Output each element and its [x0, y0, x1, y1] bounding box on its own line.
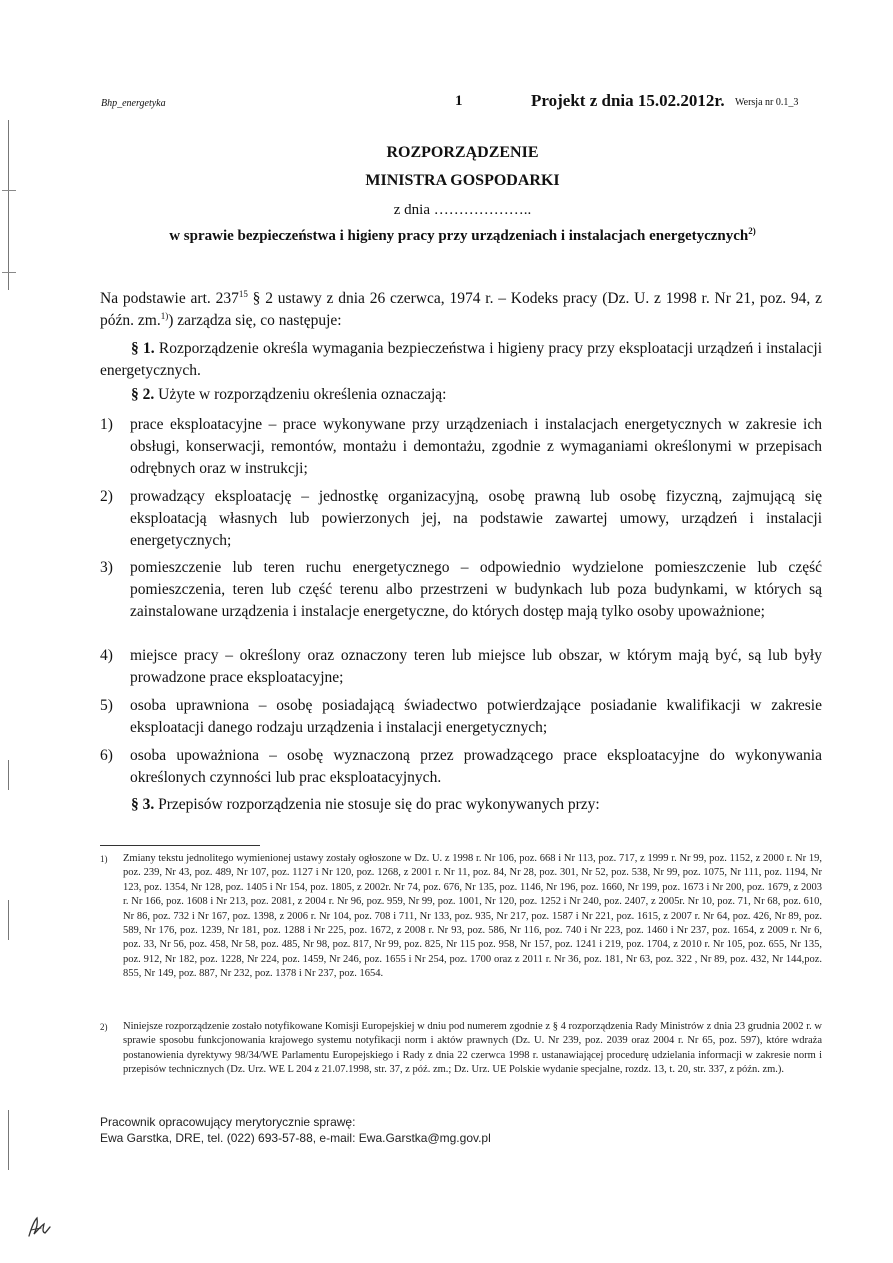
- paragraph-text: Przepisów rozporządzenia nie stosuje się do prac wykonywanych przy:: [154, 796, 600, 813]
- paragraph-2: [131, 384, 821, 406]
- preamble-part: Na podstawie art. 237: [100, 290, 239, 307]
- date-line: z dnia ………………..: [393, 202, 532, 218]
- paragraph-label: § 1.: [131, 340, 155, 357]
- definition-number: 1): [100, 416, 113, 433]
- contact-label: Pracownik opracowujący merytorycznie sprawę:: [100, 1115, 356, 1129]
- footnote-number: 2): [100, 1022, 108, 1032]
- scan-margin-line: [8, 120, 9, 290]
- file-tag: Bhp_energetyka: [101, 98, 166, 109]
- definition-text: pomieszczenie lub teren ruchu energetycznego – odpowiednio wydzielone pomieszczenie lub część pomieszczenia, teren lub część terenu albo przestrzeni w budynkach lub poza budynkami, w których są zainstalowane urządzenia i instalacje energetyczne, do których dostęp mają tylko osoby upoważnione;: [130, 559, 822, 620]
- preamble: [100, 288, 822, 332]
- footnote-divider: [100, 845, 260, 846]
- scan-tick: [2, 190, 16, 191]
- paragraph-label: § 2.: [131, 386, 155, 403]
- act-type-title: ROZPORZĄDZENIE: [386, 144, 539, 161]
- project-date: Projekt z dnia 15.02.2012r.: [531, 91, 725, 110]
- scan-margin-line: [8, 900, 9, 940]
- issuing-authority: MINISTRA GOSPODARKI: [365, 172, 560, 189]
- definition-number: 4): [100, 647, 113, 664]
- subject-footnote-ref: 2): [748, 226, 756, 236]
- preamble-footnote-ref: 1): [160, 310, 169, 321]
- definition-text: osoba upoważniona – osobę wyznaczoną przez prowadzącego prace eksploatacyjne do wykonywania określonych czynności lub prac eksploatacyjnych.: [130, 747, 822, 786]
- preamble-sup: 15: [238, 288, 248, 299]
- preamble-part: § 2 ustawy z dnia 26 czerwca, 1974 r. – Kodeks pracy (Dz. U. z 1998 r. Nr 21, poz. 94, z późn. zm.: [100, 290, 822, 329]
- preamble-part: ) zarządza się, co następuje:: [168, 312, 342, 329]
- definition-number: 3): [100, 559, 113, 576]
- contact-details: Ewa Garstka, DRE, tel. (022) 693-57-88, e-mail: Ewa.Garstka@mg.gov.pl: [100, 1131, 491, 1145]
- handwritten-initials-icon: [26, 1212, 52, 1240]
- page-number: 1: [455, 93, 463, 109]
- paragraph-3: [131, 794, 821, 816]
- definition-number: 5): [100, 697, 113, 714]
- footnote-number: 1): [100, 854, 108, 864]
- paragraph-1: [100, 338, 822, 382]
- definition-text: osoba uprawniona – osobę posiadającą świadectwo potwierdzające posiadanie kwalifikacji w zakresie eksploatacji danego rodzaju urządzenia i instalacji energetycznych;: [130, 697, 822, 736]
- paragraph-label: § 3.: [131, 796, 155, 813]
- scan-tick: [2, 272, 16, 273]
- paragraph-text: Użyte w rozporządzeniu określenia oznaczają:: [154, 386, 447, 403]
- definition-text: prace eksploatacyjne – prace wykonywane przy urządzeniach i instalacjach energetycznych w zakresie ich obsługi, konserwacji, remontów, montażu i demontażu, zgodnie z wymaganiami określonymi w przepisach odrębnych oraz w instrukcji;: [130, 416, 822, 477]
- definition-number: 2): [100, 488, 113, 505]
- definition-text: prowadzący eksploatację – jednostkę organizacyjną, osobę prawną lub osobę fizyczną, zajmującą się eksploatacją własnych lub powierzonych jej, na podstawie zawartej umowy, urządzeń i instalacji energetycznych;: [130, 488, 822, 549]
- paragraph-text: Rozporządzenie określa wymagania bezpieczeństwa i higieny pracy przy eksploatacji urządzeń i instalacji energetycznych.: [100, 340, 823, 379]
- scan-margin-line: [8, 1110, 9, 1170]
- subject-text: w sprawie bezpieczeństwa i higieny pracy przy urządzeniach i instalacjach energetycznych: [169, 228, 749, 244]
- scan-margin-line: [8, 760, 9, 790]
- footnote-text: Zmiany tekstu jednolitego wymienionej ustawy zostały ogłoszone w Dz. U. z 1998 r. Nr 106, poz. 668 i Nr 113, poz. 717, z 1999 r. Nr 99, poz. 1152, z 2000 r. Nr 19, poz. 239, Nr 43, poz. 489, Nr 107, poz. 1127 i Nr 120, poz. 1268, z 2001 r. Nr 11, poz. 84, Nr 28, poz. 301, Nr 52, poz. 538, Nr 99, poz. 1075, Nr 111, poz. 1194, Nr 123, poz. 1354, Nr 128, poz. 1405 i Nr 154, poz. 1805, z 2002r. Nr 74, poz. 676, Nr 135, poz. 1146, Nr 196, poz. 1660, Nr 199, poz. 1673 i Nr 200, poz. 1679, z 2003 r. Nr 166, poz. 1608 i Nr 213, poz. 2081, z 2004 r. Nr 96, poz. 959, Nr 99, poz. 1001, Nr 120, poz. 1252 i Nr 240, poz. 2407, z 2005r. Nr 10, poz. 71, Nr 68, poz. 610, Nr 86, poz. 732 i Nr 167, poz. 1398, z 2006 r. Nr 104, poz. 708 i 711, Nr 133, poz. 935, Nr 217, poz. 1587 i Nr 221, poz. 1615, z 2007 r. Nr 64, poz. 426, Nr 89, poz. 589, Nr 176, poz. 1239, Nr 181, poz. 1288 i Nr 225, poz. 1672, z 2008 r. Nr 93, poz. 586, Nr 116, poz. 740 i Nr 223, poz. 1460 i Nr 237, poz. 1654, z 2009 r. Nr 6, poz. 33, Nr 56, poz. 458, Nr 58, poz. 485, Nr 98, poz. 817, Nr 99, poz. 825, Nr 115 poz. 958, Nr 157, poz. 1241 i 219, poz. 1704, z 2010 r. Nr 105, poz. 655, Nr 135, poz. 912, Nr 182, poz. 1228, Nr 224, poz. 1459, Nr 246, poz. 1655 i Nr 254, poz. 1700 oraz z 2011 r. Nr 36, poz. 181, Nr 63, poz. 322 , Nr 89, poz. 432, Nr 144,poz. 855, Nr 149, poz. 887, Nr 232, poz. 1378 i Nr 237, poz. 1654.: [123, 853, 822, 980]
- act-subject: [100, 228, 825, 245]
- version-label: Wersja nr 0.1_3: [735, 97, 799, 108]
- footnote-text: Niniejsze rozporządzenie zostało notyfikowane Komisji Europejskiej w dniu pod numerem zgodnie z § 4 rozporządzenia Rady Ministrów z dnia 23 grudnia 2002 r. w sprawie sposobu funkcjonowania krajowego systemu notyfikacji norm i aktów prawnych (Dz. U. Nr 239, poz. 2039 oraz 2004 r. Nr 65, poz. 597), które wdraża postanowienia dyrektywy 98/34/WE Parlamentu Europejskiego i Rady z dnia 22 czerwca 1998 r. ustanawiającej procedurę udzielania informacji w zakresie norm i przepisów technicznych (Dz. Urz. WE L 204 z 21.07.1998, str. 37, z póź. zm.; Dz. Urz. UE Polskie wydanie specjalne, rozdz. 13, t. 20, str. 337, z późn. zm.).: [123, 1021, 822, 1076]
- definition-number: 6): [100, 747, 113, 764]
- definition-text: miejsce pracy – określony oraz oznaczony teren lub miejsce lub obszar, w którym mają być, są lub były prowadzone prace eksploatacyjne;: [130, 647, 822, 686]
